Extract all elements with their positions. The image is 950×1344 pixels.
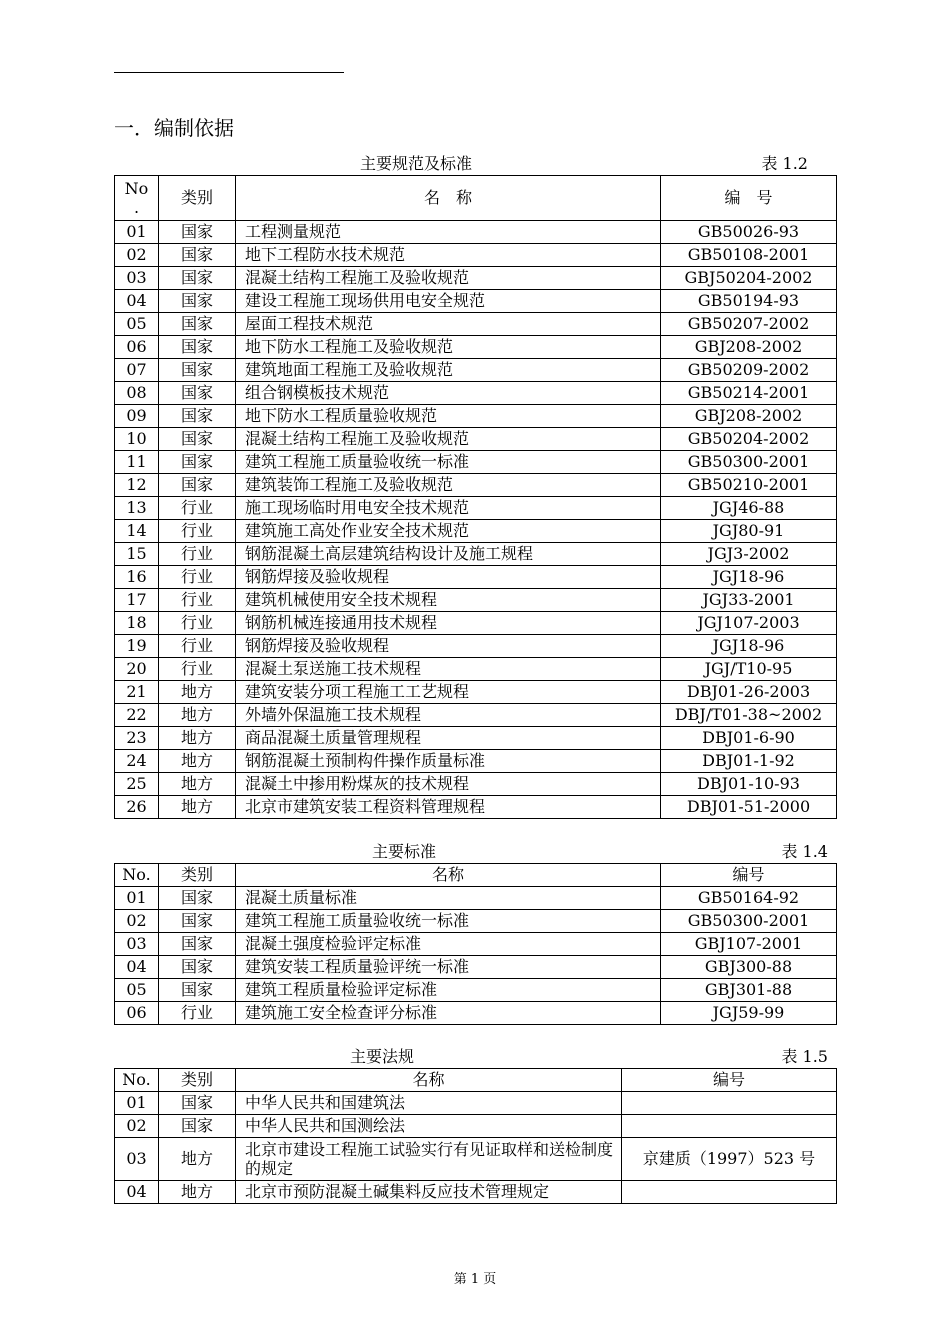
cell-no: 07	[115, 359, 159, 382]
table-row	[115, 750, 837, 773]
table-row	[115, 612, 837, 635]
cell-type: 行业	[159, 589, 236, 612]
cell-name: 北京市预防混凝土碱集料反应技术管理规定	[236, 1181, 622, 1204]
table-row	[115, 382, 837, 405]
table-row	[115, 933, 837, 956]
cell-name: 钢筋混凝土预制构件操作质量标准	[236, 750, 661, 773]
cell-type: 行业	[159, 658, 236, 681]
cell-no: 10	[115, 428, 159, 451]
cell-no: 17	[115, 589, 159, 612]
cell-type: 地方	[159, 1181, 236, 1204]
table-row	[115, 244, 837, 267]
cell-name: 地下防水工程施工及验收规范	[236, 336, 661, 359]
cell-code: GB50210-2001	[661, 474, 837, 497]
cell-code: DBJ/T01-38~2002	[661, 704, 837, 727]
cell-code: GB50164-92	[661, 887, 837, 910]
table-row	[115, 979, 837, 1002]
cell-type: 行业	[159, 635, 236, 658]
cell-no: 01	[115, 887, 159, 910]
cell-code: JGJ107-2003	[661, 612, 837, 635]
cell-type: 国家	[159, 956, 236, 979]
page-number: 第 1 页	[453, 1272, 497, 1287]
col-header-type: 类别	[159, 1069, 236, 1092]
cell-name: 北京市建筑安装工程资料管理规程	[236, 796, 661, 819]
cell-name: 混凝土结构工程施工及验收规范	[236, 267, 661, 290]
cell-name: 外墙外保温施工技术规程	[236, 704, 661, 727]
cell-name: 混凝土质量标准	[236, 887, 661, 910]
cell-code: GBJ300-88	[661, 956, 837, 979]
table-row	[115, 520, 837, 543]
cell-code	[622, 1181, 837, 1204]
cell-name: 施工现场临时用电安全技术规范	[236, 497, 661, 520]
cell-name: 建筑工程施工质量验收统一标准	[236, 910, 661, 933]
table-row	[115, 589, 837, 612]
col-header-code: 编 号	[661, 176, 837, 221]
cell-type: 国家	[159, 405, 236, 428]
cell-name: 建筑装饰工程施工及验收规范	[236, 474, 661, 497]
cell-code: DBJ01-26-2003	[661, 681, 837, 704]
cell-code: GB50194-93	[661, 290, 837, 313]
cell-code: GB50207-2002	[661, 313, 837, 336]
cell-name: 屋面工程技术规范	[236, 313, 661, 336]
cell-name: 组合钢模板技术规范	[236, 382, 661, 405]
cell-code: GBJ208-2002	[661, 405, 837, 428]
col-header-no-line2: .	[133, 198, 140, 217]
table-row	[115, 290, 837, 313]
cell-type: 国家	[159, 382, 236, 405]
cell-no: 21	[115, 681, 159, 704]
cell-code: DBJ01-1-92	[661, 750, 837, 773]
cell-code: JGJ3-2002	[661, 543, 837, 566]
table-row	[115, 910, 837, 933]
col-header-name: 名称	[236, 1069, 622, 1092]
cell-name: 钢筋焊接及验收规程	[236, 566, 661, 589]
cell-no: 26	[115, 796, 159, 819]
cell-no: 11	[115, 451, 159, 474]
cell-type: 国家	[159, 910, 236, 933]
table-row	[115, 796, 837, 819]
cell-code: JGJ18-96	[661, 566, 837, 589]
cell-type: 地方	[159, 727, 236, 750]
table-row	[115, 635, 837, 658]
table-row	[115, 1181, 837, 1204]
cell-code	[622, 1092, 837, 1115]
cell-code: JGJ33-2001	[661, 589, 837, 612]
col-header-code: 编号	[622, 1069, 837, 1092]
table-row	[115, 543, 837, 566]
cell-name: 建设工程施工现场供用电安全规范	[236, 290, 661, 313]
cell-no: 24	[115, 750, 159, 773]
cell-code: GB50209-2002	[661, 359, 837, 382]
cell-code: JGJ/T10-95	[661, 658, 837, 681]
cell-no: 15	[115, 543, 159, 566]
cell-type: 行业	[159, 497, 236, 520]
table1-caption	[114, 153, 808, 175]
cell-code: GBJ50204-2002	[661, 267, 837, 290]
table-row	[115, 1002, 837, 1025]
cell-type: 国家	[159, 221, 236, 244]
col-header-code: 编号	[661, 864, 837, 887]
cell-code: DBJ01-51-2000	[661, 796, 837, 819]
cell-type: 国家	[159, 244, 236, 267]
cell-no: 01	[115, 1092, 159, 1115]
cell-code: GB50300-2001	[661, 910, 837, 933]
cell-no: 19	[115, 635, 159, 658]
table-row	[115, 1092, 837, 1115]
cell-type: 行业	[159, 612, 236, 635]
cell-type: 行业	[159, 566, 236, 589]
cell-no: 14	[115, 520, 159, 543]
cell-type: 地方	[159, 1138, 236, 1181]
cell-code: GBJ301-88	[661, 979, 837, 1002]
col-header-no-line1: No	[124, 179, 149, 198]
cell-type: 国家	[159, 336, 236, 359]
table-row	[115, 359, 837, 382]
col-header-type: 类别	[159, 176, 236, 221]
regulations-table	[114, 1068, 837, 1204]
cell-no: 04	[115, 956, 159, 979]
cell-type: 国家	[159, 474, 236, 497]
cell-no: 02	[115, 1115, 159, 1138]
col-header-type: 类别	[159, 864, 236, 887]
cell-code: JGJ80-91	[661, 520, 837, 543]
cell-type: 国家	[159, 979, 236, 1002]
cell-no: 02	[115, 244, 159, 267]
cell-name: 混凝土强度检验评定标准	[236, 933, 661, 956]
cell-type: 国家	[159, 290, 236, 313]
cell-type: 国家	[159, 933, 236, 956]
cell-no: 09	[115, 405, 159, 428]
cell-type: 国家	[159, 887, 236, 910]
cell-type: 国家	[159, 428, 236, 451]
table-row	[115, 497, 837, 520]
cell-no: 03	[115, 1138, 159, 1181]
cell-type: 地方	[159, 773, 236, 796]
table1-title: 主要规范及标准	[360, 154, 473, 173]
cell-no: 20	[115, 658, 159, 681]
cell-name: 地下工程防水技术规范	[236, 244, 661, 267]
cell-name: 中华人民共和国建筑法	[236, 1092, 622, 1115]
table2-caption	[114, 841, 828, 863]
cell-name: 建筑地面工程施工及验收规范	[236, 359, 661, 382]
cell-no: 05	[115, 979, 159, 1002]
cell-code: GB50300-2001	[661, 451, 837, 474]
cell-no: 06	[115, 1002, 159, 1025]
cell-code: GB50204-2002	[661, 428, 837, 451]
cell-type: 行业	[159, 1002, 236, 1025]
cell-code: GB50108-2001	[661, 244, 837, 267]
cell-code: JGJ18-96	[661, 635, 837, 658]
cell-code: GB50214-2001	[661, 382, 837, 405]
cell-code: 京建质（1997）523 号	[622, 1138, 837, 1181]
cell-type: 行业	[159, 520, 236, 543]
cell-type: 国家	[159, 1115, 236, 1138]
cell-code: DBJ01-10-93	[661, 773, 837, 796]
table-row	[115, 313, 837, 336]
cell-no: 05	[115, 313, 159, 336]
quality-standards-table	[114, 863, 837, 1025]
cell-no: 18	[115, 612, 159, 635]
cell-no: 13	[115, 497, 159, 520]
table-row	[115, 956, 837, 979]
table2-number: 表 1.4	[781, 842, 828, 861]
cell-no: 03	[115, 933, 159, 956]
cell-name: 建筑施工高处作业安全技术规范	[236, 520, 661, 543]
table3-number: 表 1.5	[781, 1047, 828, 1066]
cell-no: 02	[115, 910, 159, 933]
table1-number: 表 1.2	[761, 154, 808, 173]
cell-name: 商品混凝土质量管理规程	[236, 727, 661, 750]
cell-type: 地方	[159, 681, 236, 704]
cell-name: 混凝土中掺用粉煤灰的技术规程	[236, 773, 661, 796]
cell-type: 国家	[159, 313, 236, 336]
cell-type: 国家	[159, 359, 236, 382]
cell-name: 建筑工程质量检验评定标准	[236, 979, 661, 1002]
cell-type: 行业	[159, 543, 236, 566]
cell-name: 混凝土泵送施工技术规程	[236, 658, 661, 681]
cell-no: 16	[115, 566, 159, 589]
cell-no: 12	[115, 474, 159, 497]
table2-title: 主要标准	[372, 842, 437, 861]
table-row	[115, 221, 837, 244]
table-row	[115, 1138, 837, 1181]
table-row	[115, 704, 837, 727]
cell-name: 北京市建设工程施工试验实行有见证取样和送检制度的规定	[236, 1138, 622, 1181]
col-header-name: 名 称	[236, 176, 661, 221]
cell-type: 地方	[159, 704, 236, 727]
cell-code: GBJ208-2002	[661, 336, 837, 359]
cell-no: 03	[115, 267, 159, 290]
table-row	[115, 336, 837, 359]
cell-name: 中华人民共和国测绘法	[236, 1115, 622, 1138]
cell-type: 国家	[159, 451, 236, 474]
cell-no: 06	[115, 336, 159, 359]
cell-type: 地方	[159, 750, 236, 773]
table-row	[115, 727, 837, 750]
cell-code: JGJ46-88	[661, 497, 837, 520]
cell-no: 04	[115, 1181, 159, 1204]
col-header-no	[115, 176, 159, 221]
cell-code	[622, 1115, 837, 1138]
table-row	[115, 773, 837, 796]
cell-code: GB50026-93	[661, 221, 837, 244]
table-row	[115, 451, 837, 474]
table-row	[115, 887, 837, 910]
table-row	[115, 1115, 837, 1138]
cell-code: DBJ01-6-90	[661, 727, 837, 750]
standards-table	[114, 175, 837, 819]
cell-name: 建筑机械使用安全技术规程	[236, 589, 661, 612]
table-row	[115, 428, 837, 451]
cell-no: 01	[115, 221, 159, 244]
cell-code: GBJ107-2001	[661, 933, 837, 956]
table-row	[115, 405, 837, 428]
cell-name: 建筑安装工程质量验评统一标准	[236, 956, 661, 979]
table-row	[115, 267, 837, 290]
cell-name: 钢筋混凝土高层建筑结构设计及施工规程	[236, 543, 661, 566]
section-heading: 一．编制依据	[114, 116, 234, 140]
cell-name: 工程测量规范	[236, 221, 661, 244]
cell-name: 混凝土结构工程施工及验收规范	[236, 428, 661, 451]
table-row	[115, 474, 837, 497]
cell-type: 国家	[159, 1092, 236, 1115]
cell-type: 地方	[159, 796, 236, 819]
table-row	[115, 566, 837, 589]
cell-no: 08	[115, 382, 159, 405]
table3-title: 主要法规	[350, 1047, 415, 1066]
col-header-no: No.	[115, 1069, 159, 1092]
cell-name: 建筑工程施工质量验收统一标准	[236, 451, 661, 474]
cell-name: 钢筋机械连接通用技术规程	[236, 612, 661, 635]
cell-no: 25	[115, 773, 159, 796]
cell-no: 04	[115, 290, 159, 313]
cell-name: 建筑安装分项工程施工工艺规程	[236, 681, 661, 704]
col-header-name: 名称	[236, 864, 661, 887]
col-header-no: No.	[115, 864, 159, 887]
table3-caption	[114, 1046, 828, 1068]
table-row	[115, 658, 837, 681]
cell-no: 23	[115, 727, 159, 750]
header-rule	[114, 72, 344, 73]
cell-name: 地下防水工程质量验收规范	[236, 405, 661, 428]
table-row	[115, 681, 837, 704]
cell-type: 国家	[159, 267, 236, 290]
cell-name: 钢筋焊接及验收规程	[236, 635, 661, 658]
cell-code: JGJ59-99	[661, 1002, 837, 1025]
cell-no: 22	[115, 704, 159, 727]
cell-name: 建筑施工安全检查评分标准	[236, 1002, 661, 1025]
